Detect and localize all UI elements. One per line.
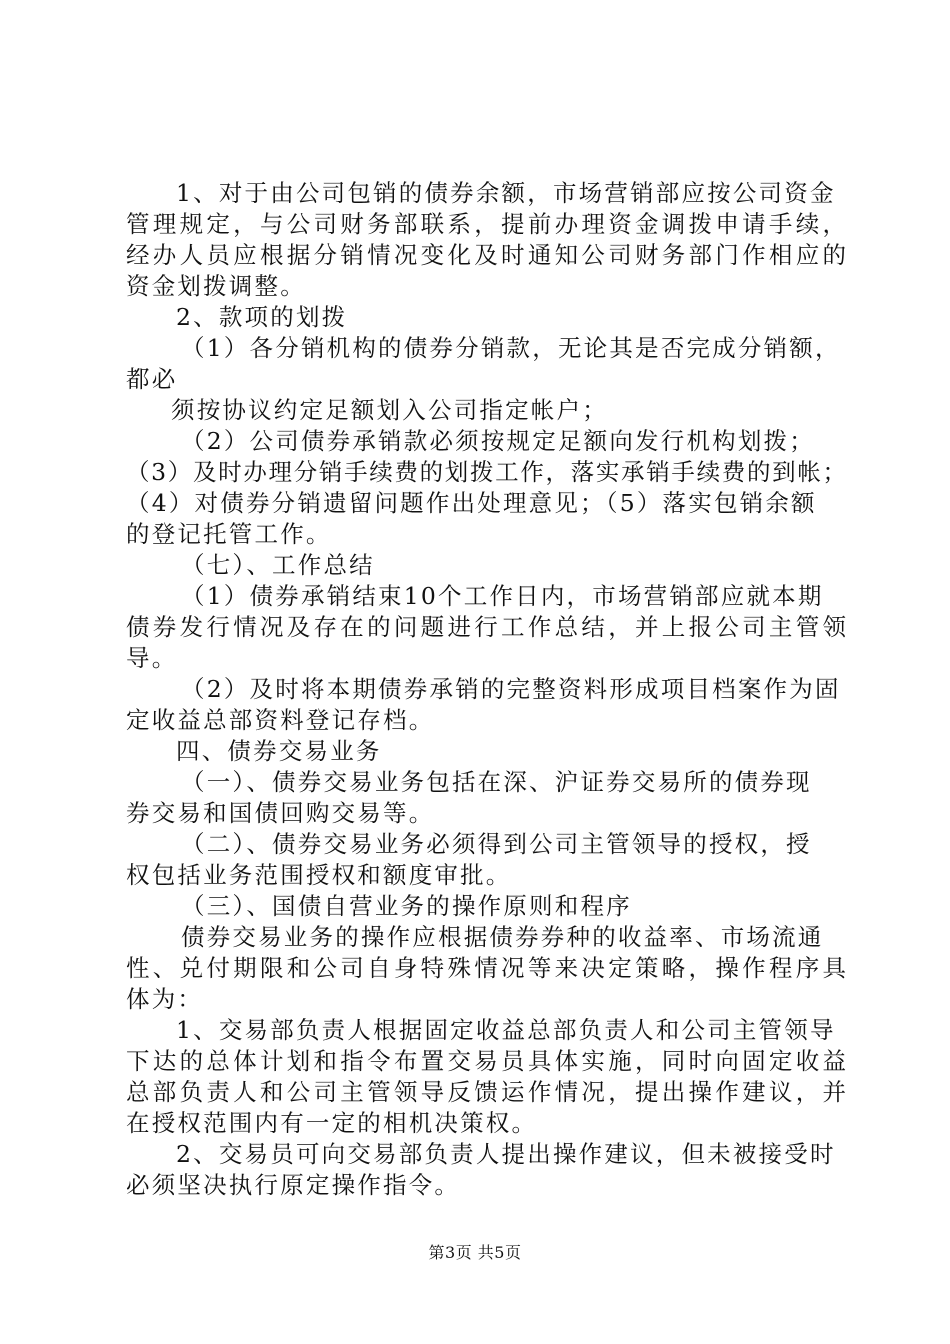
paragraph-line: （1）各分销机构的债券分销款，无论其是否完成分销额， (181, 334, 841, 362)
paragraph-line: 经办人员应根据分销情况变化及时通知公司财务部门作相应的 (126, 241, 846, 269)
section-heading: （三）、国债自营业务的操作原则和程序 (181, 892, 632, 920)
paragraph-line: 2、款项的划拨 (176, 303, 348, 331)
paragraph-line: 都必 (126, 365, 178, 393)
section-heading: 四、债券交易业务 (176, 737, 382, 765)
paragraph-line: 1、交易部负责人根据固定收益总部负责人和公司主管领导 (176, 1016, 836, 1044)
paragraph-line: 在授权范围内有一定的相机决策权。 (126, 1109, 538, 1137)
page-number-footer: 第3页 共5页 (428, 1243, 522, 1262)
paragraph-line: 债券交易业务的操作应根据债券券种的收益率、市场流通 (181, 923, 824, 951)
paragraph-line: 管理规定，与公司财务部联系，提前办理资金调拨申请手续， (126, 210, 846, 238)
paragraph-line: 导。 (126, 644, 178, 672)
paragraph-line: 总部负责人和公司主管领导反馈运作情况，提出操作建议，并 (126, 1078, 846, 1106)
paragraph-line: 必须坚决执行原定操作指令。 (126, 1171, 461, 1199)
paragraph-line: （2）及时将本期债券承销的完整资料形成项目档案作为固 (181, 675, 841, 703)
paragraph-line: 须按协议约定足额划入公司指定帐户； (171, 396, 608, 424)
paragraph-line: 2、交易员可向交易部负责人提出操作建议，但未被接受时 (176, 1140, 836, 1168)
paragraph-line: （4）对债券分销遗留问题作出处理意见；（5）落实包销余额 (126, 489, 817, 517)
paragraph-line: （1）债券承销结束10个工作日内，市场营销部应就本期 (181, 582, 824, 610)
paragraph-line: （2）公司债券承销款必须按规定足额向发行机构划拨； (181, 427, 815, 455)
paragraph-line: 债券发行情况及存在的问题进行工作总结，并上报公司主管领 (126, 613, 846, 641)
section-heading: （七）、工作总结 (181, 551, 375, 579)
paragraph-line: 的登记托管工作。 (126, 520, 332, 548)
paragraph-line: 定收益总部资料登记存档。 (126, 706, 435, 734)
paragraph-line: 下达的总体计划和指令布置交易员具体实施，同时向固定收益 (126, 1047, 846, 1075)
document-body (126, 178, 846, 1201)
paragraph-line: 券交易和国债回购交易等。 (126, 799, 435, 827)
paragraph-line: （一）、债券交易业务包括在深、沪证券交易所的债券现 (181, 768, 812, 796)
paragraph-line: （二）、债券交易业务必须得到公司主管领导的授权，授 (181, 830, 812, 858)
paragraph-line: 资金划拨调整。 (126, 272, 306, 300)
paragraph-line: 权包括业务范围授权和额度审批。 (126, 861, 512, 889)
paragraph-line: （3）及时办理分销手续费的划拨工作，落实承销手续费的到帐； (126, 458, 846, 486)
paragraph-line: 性、兑付期限和公司自身特殊情况等来决定策略，操作程序具 (126, 954, 846, 982)
paragraph-line: 体为： (126, 985, 204, 1013)
paragraph-line: 1、对于由公司包销的债券余额，市场营销部应按公司资金 (176, 179, 836, 207)
